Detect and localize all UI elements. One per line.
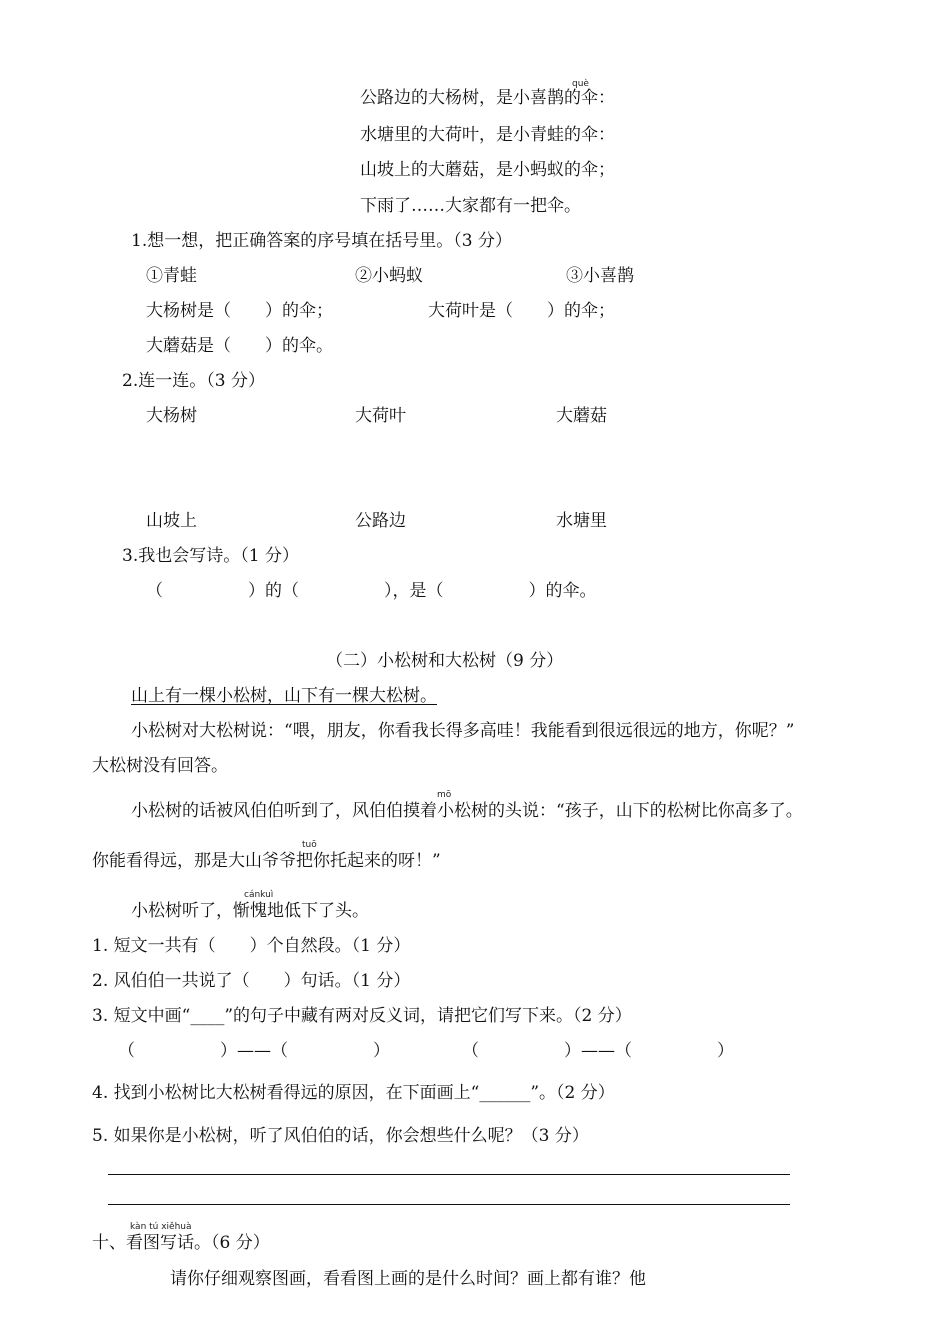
p2-question-3-pair-2[interactable]: （ ）——（ ） [462,1041,734,1061]
q1-blank-1[interactable]: 大杨树是（ ）的伞； [146,301,333,321]
section10-title: 十、看图写话。（6 分） [92,1233,270,1253]
p2-question-4: 4. 找到小松树比大松树看得远的原因，在下面画上“______”。（2 分） [92,1083,615,1103]
q2-bottom-3[interactable]: 水塘里 [556,511,607,531]
q2-title: 2.连一连。（3 分） [122,371,265,391]
poem-line-1: 公路边的大杨树，是小喜鹊的伞： [360,88,615,108]
answer-line-2[interactable] [108,1204,790,1205]
q2-top-3[interactable]: 大蘑菇 [556,406,607,426]
passage2-para3a: 小松树的话被风伯伯听到了，风伯伯摸着小松树的头说：“孩子，山下的松树比你高多了。 [131,801,803,821]
pinyin-tuo: tuō [302,840,317,850]
p2-question-2[interactable]: 2. 风伯伯一共说了（ ）句话。（1 分） [92,971,411,991]
q1-blank-3[interactable]: 大蘑菇是（ ）的伞。 [146,336,333,356]
answer-line-1[interactable] [108,1174,790,1175]
passage2-para4: 小松树听了，惭愧地低下了头。 [131,901,369,921]
q3-title: 3.我也会写诗。（1 分） [122,546,299,566]
q2-bottom-1[interactable]: 山坡上 [146,511,197,531]
passage2-para3b: 你能看得远，那是大山爷爷把你托起来的呀！” [92,851,441,871]
q2-top-1[interactable]: 大杨树 [146,406,197,426]
q2-top-2[interactable]: 大荷叶 [355,406,406,426]
q1-option-2: ②小蚂蚁 [355,266,423,286]
p2-question-1[interactable]: 1. 短文一共有（ ）个自然段。（1 分） [92,936,411,956]
section10-pinyin: kàn tú xiěhuà [130,1222,192,1232]
q1-option-3: ③小喜鹊 [566,266,634,286]
poem-line-4: 下雨了……大家都有一把伞。 [360,196,581,216]
q2-bottom-2[interactable]: 公路边 [355,511,406,531]
passage2-para2a: 小松树对大松树说：“喂，朋友，你看我长得多高哇！我能看到很远很远的地方，你呢？” [131,721,795,741]
pinyin-mo: mō [437,790,452,800]
q3-template[interactable]: （ ）的（ ），是（ ）的伞。 [146,581,597,601]
section10-instruction: 请你仔细观察图画，看看图上画的是什么时间？画上都有谁？他 [170,1269,646,1289]
passage2-para2b: 大松树没有回答。 [92,756,228,776]
q1-title: 1.想一想，把正确答案的序号填在括号里。（3 分） [131,231,512,251]
p2-question-3-pair-1[interactable]: （ ）——（ ） [118,1041,390,1061]
p2-question-3: 3. 短文中画“____”的句子中藏有两对反义词，请把它们写下来。（2 分） [92,1006,632,1026]
pinyin-que: què [572,79,589,89]
q1-blank-2[interactable]: 大荷叶是（ ）的伞； [428,301,615,321]
passage2-heading: （二）小松树和大松树（9 分） [326,651,564,671]
q1-option-1: ①青蛙 [146,266,197,286]
pinyin-cankui: cánkuì [244,890,274,900]
poem-line-2: 水塘里的大荷叶，是小青蛙的伞： [360,125,615,145]
p2-question-5: 5. 如果你是小松树，听了风伯伯的话，你会想些什么呢？（3 分） [92,1126,589,1146]
passage2-para1: 山上有一棵小松树，山下有一棵大松树。 [131,686,437,706]
poem-line-3: 山坡上的大蘑菇，是小蚂蚁的伞； [360,160,615,180]
